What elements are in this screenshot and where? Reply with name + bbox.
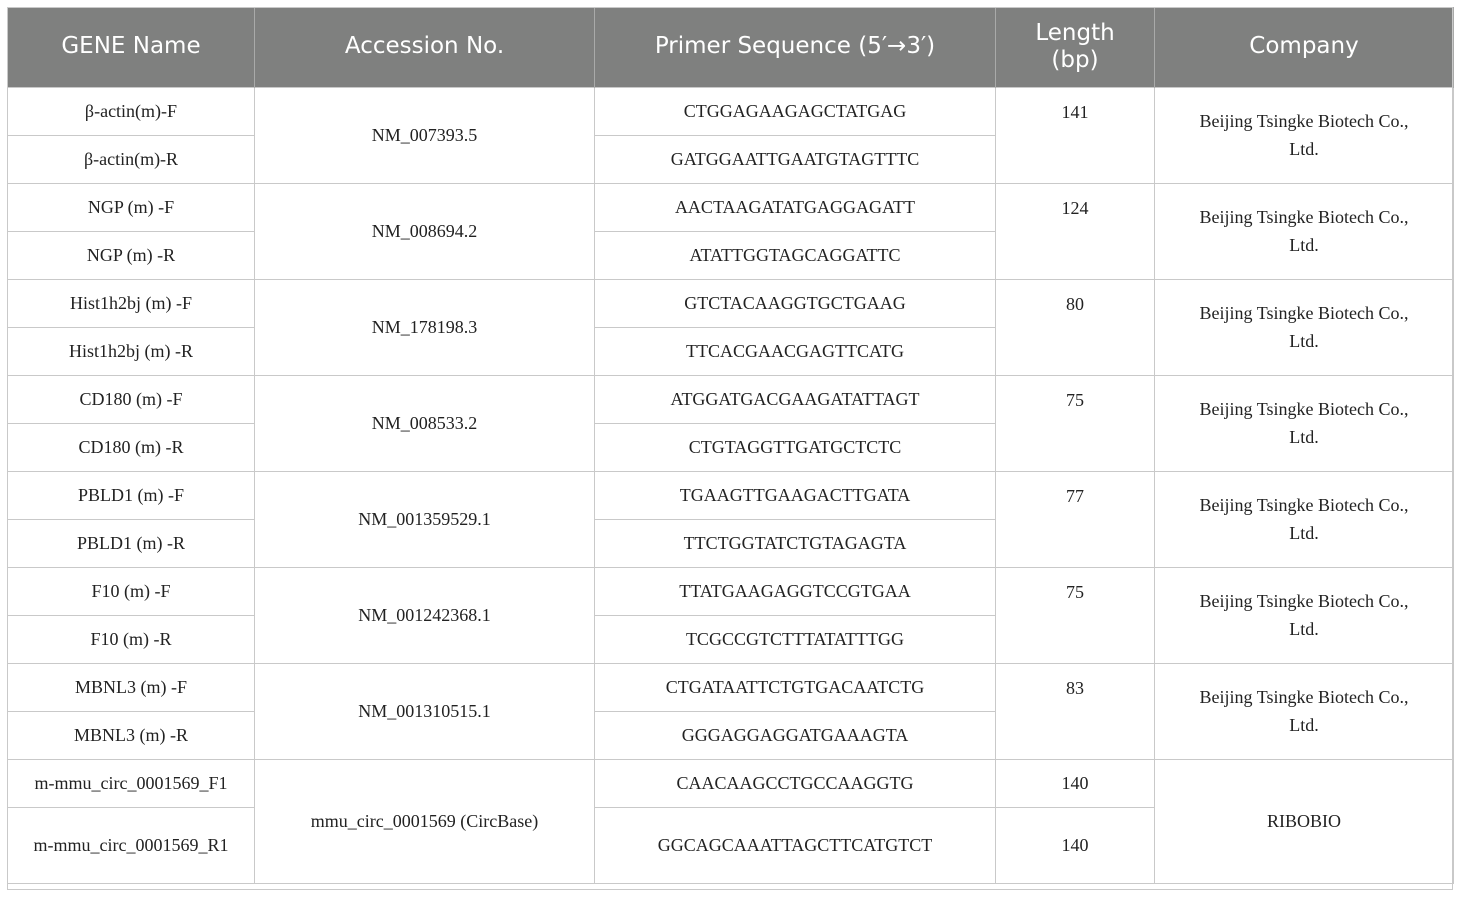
company-cell [1155, 87, 1454, 183]
accession-cell: NM_001242368.1 [255, 567, 595, 663]
length-cell: 83 [996, 663, 1155, 759]
company-cell [1155, 471, 1454, 567]
table-row [8, 87, 1454, 135]
gene-name-cell: NGP (m) -R [8, 231, 255, 279]
company-text: Beijing Tsingke Biotech Co., Ltd. [1199, 687, 1409, 735]
length-cell: 75 [996, 567, 1155, 663]
accession-cell: NM_001310515.1 [255, 663, 595, 759]
gene-name-cell: F10 (m) -F [8, 567, 255, 615]
gene-name-cell: MBNL3 (m) -R [8, 711, 255, 759]
header-length [996, 7, 1155, 87]
company-text: RIBOBIO [1266, 811, 1341, 831]
company-text: Beijing Tsingke Biotech Co., Ltd. [1199, 303, 1409, 351]
primer-sequence-cell: ATGGATGACGAAGATATTAGT [595, 375, 996, 423]
primer-sequence-cell: GGCAGCAAATTAGCTTCATGTCT [595, 807, 996, 883]
accession-cell: NM_001359529.1 [255, 471, 595, 567]
length-cell: 77 [996, 471, 1155, 567]
header-length-line2: (bp) [1051, 46, 1099, 73]
header-company: Company [1155, 7, 1454, 87]
accession-cell: NM_008694.2 [255, 183, 595, 279]
length-cell: 140 [996, 759, 1155, 807]
header-gene-name: GENE Name [8, 7, 255, 87]
table-row [8, 471, 1454, 519]
gene-name-cell: β-actin(m)-F [8, 87, 255, 135]
primer-sequence-cell: CTGGAGAAGAGCTATGAG [595, 87, 996, 135]
company-text: Beijing Tsingke Biotech Co., Ltd. [1199, 591, 1409, 639]
company-cell [1155, 375, 1454, 471]
company-text: Beijing Tsingke Biotech Co., Ltd. [1199, 207, 1409, 255]
length-cell: 124 [996, 183, 1155, 279]
gene-name-cell: m-mmu_circ_0001569_F1 [8, 759, 255, 807]
gene-name-cell: PBLD1 (m) -F [8, 471, 255, 519]
header-length-line1: Length [1035, 19, 1115, 46]
company-cell [1155, 759, 1454, 883]
gene-name-cell: CD180 (m) -R [8, 423, 255, 471]
primer-sequence-cell: TTCACGAACGAGTTCATG [595, 327, 996, 375]
company-cell [1155, 183, 1454, 279]
table-row [8, 183, 1454, 231]
length-cell: 80 [996, 279, 1155, 375]
company-cell [1155, 567, 1454, 663]
company-text: Beijing Tsingke Biotech Co., Ltd. [1199, 111, 1409, 159]
accession-cell: NM_007393.5 [255, 87, 595, 183]
primer-sequence-cell: TTCTGGTATCTGTAGAGTA [595, 519, 996, 567]
primer-table [7, 7, 1454, 884]
gene-name-cell: PBLD1 (m) -R [8, 519, 255, 567]
primer-sequence-cell: GGGAGGAGGATGAAAGTA [595, 711, 996, 759]
primer-sequence-cell: GATGGAATTGAATGTAGTTTC [595, 135, 996, 183]
gene-name-cell: β-actin(m)-R [8, 135, 255, 183]
header-accession-no: Accession No. [255, 7, 595, 87]
primer-sequence-cell: AACTAAGATATGAGGAGATT [595, 183, 996, 231]
primer-sequence-cell: CAACAAGCCTGCCAAGGTG [595, 759, 996, 807]
primer-sequence-cell: TTATGAAGAGGTCCGTGAA [595, 567, 996, 615]
table-row [8, 279, 1454, 327]
accession-cell: mmu_circ_0001569 (CircBase) [255, 759, 595, 883]
length-cell: 75 [996, 375, 1155, 471]
gene-name-cell: CD180 (m) -F [8, 375, 255, 423]
company-text: Beijing Tsingke Biotech Co., Ltd. [1199, 495, 1409, 543]
company-cell [1155, 663, 1454, 759]
primer-sequence-cell: TGAAGTTGAAGACTTGATA [595, 471, 996, 519]
primer-sequence-cell: TCGCCGTCTTTATATTTGG [595, 615, 996, 663]
gene-name-cell: m-mmu_circ_0001569_R1 [8, 807, 255, 883]
gene-name-cell: NGP (m) -F [8, 183, 255, 231]
table-row [8, 375, 1454, 423]
header-primer-sequence: Primer Sequence (5′→3′) [595, 7, 996, 87]
primer-sequence-cell: ATATTGGTAGCAGGATTC [595, 231, 996, 279]
accession-cell: NM_008533.2 [255, 375, 595, 471]
primer-sequence-cell: CTGATAATTCTGTGACAATCTG [595, 663, 996, 711]
length-cell: 141 [996, 87, 1155, 183]
company-cell [1155, 279, 1454, 375]
accession-cell: NM_178198.3 [255, 279, 595, 375]
header-row [8, 7, 1454, 87]
table-row [8, 759, 1454, 807]
company-text: Beijing Tsingke Biotech Co., Ltd. [1199, 399, 1409, 447]
table-row [8, 663, 1454, 711]
gene-name-cell: Hist1h2bj (m) -R [8, 327, 255, 375]
primer-sequence-cell: GTCTACAAGGTGCTGAAG [595, 279, 996, 327]
gene-name-cell: F10 (m) -R [8, 615, 255, 663]
gene-name-cell: Hist1h2bj (m) -F [8, 279, 255, 327]
table-row [8, 567, 1454, 615]
gene-name-cell: MBNL3 (m) -F [8, 663, 255, 711]
primer-sequence-cell: CTGTAGGTTGATGCTCTC [595, 423, 996, 471]
length-cell: 140 [996, 807, 1155, 883]
